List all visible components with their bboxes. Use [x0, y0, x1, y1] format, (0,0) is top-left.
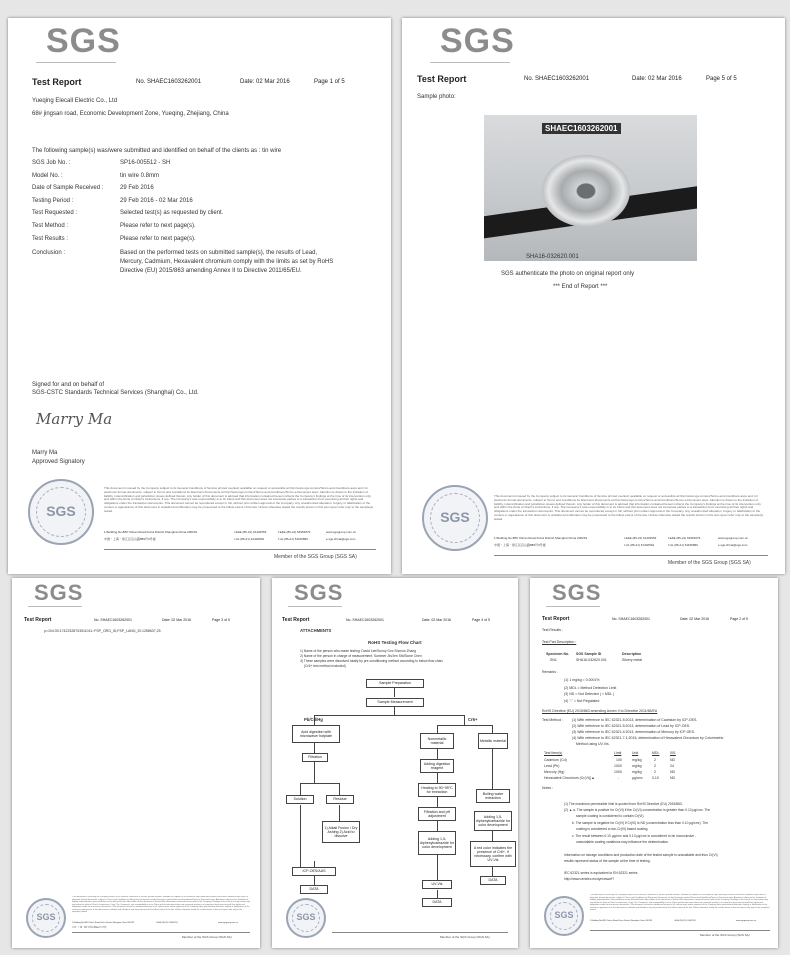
sgs-testing-service-seal-icon [286, 898, 326, 938]
page-number: Page 1 of 5 [314, 79, 345, 85]
report-number: No. SHAEC1603262001 [136, 79, 202, 85]
remark-line: (2) MDL = Method Detection Limit [564, 686, 617, 690]
phone: t E&E (86-21) 61402553 [234, 530, 267, 534]
page-number: Page 4 of 5 [472, 618, 490, 622]
note-line: unavoidable coating variations may influence the determination. [576, 840, 669, 844]
flow-step-solution: Solution [286, 795, 314, 804]
fax-2: f HL (86-21) 61156899 [668, 543, 698, 547]
result-cell: 2 [654, 764, 656, 768]
footer-rule [332, 932, 508, 933]
client-name: Yueqing Elecall Electric Co., Ltd [32, 98, 118, 104]
system-code: p=104:30:17422328703511011::FSP_ORG_ID,FSP_LANG_ID:1258637,25 [44, 629, 161, 633]
signatory-name: Marry Ma [32, 450, 58, 456]
connector [314, 875, 315, 885]
address-line: 1 Building,No.889 Yishan Road,Xuhui District,Shanghai China 200233 [72, 922, 135, 924]
report-date: Date: 02 Mar 2016 [422, 618, 451, 622]
flow-step-alkali-fusion: 1) Alkali Fusion / Dry Ashing 2) Acid to dissolve [322, 821, 360, 843]
iec-line: http://www.cenelec.eu/dyn/www/f? [564, 877, 615, 881]
spec-cell: SHA16-032620.001 [576, 658, 607, 662]
logo-rule [546, 606, 600, 607]
field-label: Test Requested : [32, 210, 78, 216]
report-title: Test Report [417, 74, 467, 84]
flow-step-data-3: DATA [480, 876, 506, 885]
report-page-3 [12, 578, 260, 948]
connector [492, 749, 493, 789]
report-date: Date: 02 Mar 2016 [162, 618, 191, 622]
sgs-logo: SGS [294, 580, 344, 605]
address-cn: 中国・上海・徐汇区宜山路889号3号楼 [72, 927, 107, 929]
report-title: Test Report [542, 616, 570, 622]
connector [314, 715, 464, 716]
client-address: 68# jingsan road, Economic Development Zone, Yueqing, Zhejiang, China [32, 111, 229, 117]
connector [339, 805, 340, 821]
seal-logo: SGS [440, 509, 470, 525]
result-cell: 1000 [614, 764, 622, 768]
result-header: MDL [652, 751, 660, 755]
end-of-report: *** End of Report *** [553, 284, 608, 290]
report-page-2 [530, 578, 778, 948]
remarks-label: Remarks : [542, 670, 558, 674]
fax: f E&E (86-21) 64953679 [668, 536, 701, 540]
flow-step-filtration: Filtration [302, 753, 328, 762]
flow-step-nonmetallic: Nonmetallic material [420, 733, 454, 749]
flow-branch-cr6: Cr6+ [468, 717, 478, 722]
method-line: (3) With reference to IEC 62321-4:2013, determination of Mercury by ICP-OES. [572, 730, 695, 734]
sgs-testing-service-seal-icon [28, 479, 94, 545]
sgs-logo: SGS [552, 580, 602, 605]
photo-sample-label: SHAEC1603262001 [542, 123, 621, 134]
field-label: Testing Period : [32, 198, 74, 204]
remark-line: (4) "-" = Not Regulated [564, 699, 600, 703]
flow-step-digestion-reagent: Adding digestion reagent [420, 759, 454, 773]
member-line: Member of the SGS Group (SGS SA) [274, 554, 357, 560]
address-cn: 中国・上海・徐汇区宜山路889号3号楼 [104, 537, 156, 541]
sgs-testing-service-seal-icon [544, 896, 584, 936]
flow-note: 3) These samples were dissolved totally by pre-conditioning method according to below flow chart. [300, 659, 444, 663]
field-value: SP16-005512 - SH [120, 160, 171, 166]
field-value: Please refer to next page(s). [120, 236, 196, 242]
field-label: Date of Sample Received : [32, 185, 104, 191]
page-number: Page 2 of 5 [730, 617, 748, 621]
info-line: Information on storage conditions and production date of the tested sample is unavailable and thus Cr(VI) [564, 853, 718, 857]
email: e sgs.china@sgs.com [718, 543, 748, 547]
address-line: 1 Building,No.889 Yishan Road,Xuhui District,Shanghai China 200233 [590, 920, 653, 922]
flow-step-icp-oes: ICP-OES/AAS [292, 867, 336, 876]
member-line: Member of the SGS Group (SGS SA) [440, 935, 490, 939]
phone-2: t HL (86-21) 61402594 [624, 543, 655, 547]
phone: t E&E (86-21) 61402553 [624, 536, 657, 540]
signed-on-behalf: Signed for and on behalf of [32, 382, 105, 388]
member-line: Member of the SGS Group (SGS SA) [182, 935, 232, 939]
test-part-description: Test Part Description : [542, 640, 577, 644]
footer-rule [494, 555, 768, 556]
seal-logo: SGS [36, 912, 56, 922]
flow-note: 2) Name of the person in charge of measurement: Summer Jin/Jen Shi/Stone Chen [300, 654, 422, 658]
flow-step-acid-digestion: Acid digestion with microwave/ hotplate [292, 725, 340, 743]
connector [394, 707, 395, 715]
conclusion-line: Directive (EU) 2015/863 amending Annex II to Directive 2011/65/EU. [120, 268, 302, 274]
method-line: (2) With reference to IEC 62321-5:2013, determination of Lead by ICP-OES. [572, 724, 691, 728]
website: www.sgsgroup.com.cn [326, 530, 357, 534]
report-number: No. SHAEC1603262001 [346, 618, 384, 622]
connector [314, 743, 315, 783]
field-label: Test Results : [32, 236, 69, 242]
disclaimer: This document is issued by the Company subject to its General Conditions of Service printed overleaf, available on request or accessible at http://www.sgs.com/en/Terms-and-Conditions.aspx and, for electronic format documents, subject to Terms and Conditions for Electronic Documents at http://www.sgs.com/en/Terms-and-Conditions/Terms-e-Document.aspx. Attention is drawn to the limitation of liability, indemnification and jurisdiction issues defined therein. Any holder of this document is advised that information contained hereon reflects the Company's findings at the time of its intervention only and within the limits of Client's instructions, if any. The Company's sole responsibility is to its Client and this document does not exonerate parties to a transaction from exercising all their rights and obligations under the transaction documents. This document cannot be reproduced except in full, without prior written approval of the Company. Any unauthorized alteration, forgery or falsification of the content or appearance of this document is unlawful and offenders may be prosecuted to the fullest extent of the law. Unless otherwise stated the results shown in this test report refer only to the sample(s) tested. [72, 896, 250, 913]
disclaimer: This document is issued by the Company subject to its General Conditions of Service printed overleaf, available on request or accessible at http://www.sgs.com/en/Terms-and-Conditions.aspx and, for electronic format documents, subject to Terms and Conditions for Electronic Documents at http://www.sgs.com/en/Terms-and-Conditions/Terms-e-Document.aspx. Attention is drawn to the limitation of liability, indemnification and jurisdiction issues defined therein. Any holder of this document is advised that information contained hereon reflects the Company's findings at the time of its intervention only and within the limits of Client's instructions, if any. The Company's sole responsibility is to its Client and this document does not exonerate parties to a transaction from exercising all their rights and obligations under the transaction documents. This document cannot be reproduced except in full, without prior written approval of the Company. Any unauthorized alteration, forgery or falsification of the content or appearance of this document is unlawful and offenders may be prosecuted to the fullest extent of the law. Unless otherwise stated the results shown in this test report refer only to the sample(s) tested. [104, 487, 374, 513]
result-header: Limit [614, 751, 622, 755]
footer-rule [104, 549, 376, 550]
connector [300, 805, 301, 867]
sgs-logo: SGS [46, 22, 121, 60]
result-cell: 100 [616, 758, 622, 762]
address-line: 1 Building,No.889 Yishan Road,Xuhui District,Shanghai China 200233 [104, 530, 198, 534]
flow-note: 1) Name of the person who made testing: David Lee/Sunny Gnc Shonon Zhang [300, 649, 417, 653]
spec-header: Description [622, 652, 642, 656]
footer-rule [590, 930, 770, 931]
page-number: Page 5 of 5 [706, 76, 737, 82]
result-cell: - [618, 776, 620, 780]
result-cell: ND [670, 776, 676, 780]
spec-header: SGS Sample ID [576, 652, 602, 656]
result-cell: mg/kg [632, 758, 642, 762]
page-number: Page 3 of 5 [212, 618, 230, 622]
flow-step-filtration-ph: Filtration and pH adjustment [418, 807, 456, 821]
email: e sgs.china@sgs.com [326, 537, 356, 541]
note-line: b. The sample is negative for Cr(VI) if Cr(VI) is ND (concentration less than 0.10 µg/cm²). The [572, 821, 709, 825]
report-number: No. SHAEC1603262001 [612, 617, 650, 621]
flow-step-data: DATA [300, 885, 328, 894]
note-line: (2) ▲ a. The sample is positive for Cr(VI) if the Cr(VI) concentration is greater than 0.13 µg/cm². The [564, 808, 711, 812]
seal-logo: SGS [554, 910, 574, 920]
sgs-logo: SGS [440, 22, 515, 60]
field-label: SGS Job No. : [32, 160, 71, 166]
connector [437, 725, 438, 733]
member-line: Member of the SGS Group (SGS SA) [700, 933, 750, 937]
website: www.sgsgroup.com.cn [718, 536, 749, 540]
spec-cell: Silvery metal [622, 658, 643, 662]
signatory-title: Approved Signatory [32, 459, 85, 465]
phone: t E&E (86-21) 61402553 [674, 920, 696, 922]
remark-line: (3) ND = Not Detected ( < MDL ) [564, 692, 615, 696]
result-cell: 2 [654, 770, 656, 774]
signed-company: SGS-CSTC Standards Technical Services (Shanghai) Co., Ltd. [32, 390, 199, 396]
flow-chart-title: RoHS Testing Flow Chart [368, 640, 422, 645]
remark-line: (1) 1 mg/kg = 0.0001% [564, 678, 600, 682]
result-cell: Mercury (Hg) [544, 770, 565, 774]
conclusion-line: Based on the performed tests on submitted sample(s), the results of Lead, [120, 250, 318, 256]
note-line: (1) The maximum permissible limit is quoted from RoHS Directive (EU) 2015/863. [564, 802, 683, 806]
logo-rule [430, 62, 510, 63]
result-cell: 1000 [614, 770, 622, 774]
method-line: (4) With reference to IEC 62321-7-1:2015, determination of Hexavalent Chromium by Colorimetric [572, 736, 724, 740]
flow-step-diphenylcarbazide-2: Adding 1,5-diphenylcarbazide for color development [474, 811, 512, 831]
note-line: c. The result between 0.10 µg/cm² and 0.13 µg/cm² is considered to be inconclusive - [572, 834, 697, 838]
result-cell: ND [670, 770, 676, 774]
sample-photo [484, 115, 697, 261]
result-cell: 24 [670, 764, 674, 768]
seal-logo: SGS [296, 912, 316, 922]
logo-rule [28, 606, 82, 607]
result-cell: 2 [654, 758, 656, 762]
flow-step-residue: Residue [326, 795, 354, 804]
report-title: Test Report [24, 617, 52, 623]
result-header: Unit [632, 751, 639, 755]
field-value: tin wire 0.8mm [120, 173, 160, 179]
report-page-5 [402, 18, 785, 574]
field-value: Please refer to next page(s). [120, 223, 196, 229]
method-line: (1) With reference to IEC 62321-5:2013, determination of Cadmium by ICP-OES. [572, 718, 698, 722]
connector [300, 783, 301, 795]
info-line: results represent status of the sample at the time of testing. [564, 859, 651, 863]
result-cell: Lead (Pb) [544, 764, 560, 768]
website: www.sgsgroup.com.cn [736, 920, 757, 922]
sgs-testing-service-seal-icon [26, 898, 66, 938]
result-cell: ND [670, 758, 676, 762]
seal-logo: SGS [46, 503, 76, 519]
flow-branch-pbcdhg: Pb/Cd/Hg [304, 717, 323, 722]
result-header: Test Item(s) [544, 751, 563, 755]
result-header: 001 [670, 751, 676, 755]
rohs-heading: RoHS Directive (EU) 2015/863 amending Annex II to Directive 2011/65/EU [542, 709, 658, 713]
method-line: Method using UV-Vis. [576, 742, 610, 746]
report-date: Date: 02 Mar 2016 [632, 76, 682, 82]
field-value: 29 Feb 2016 - 02 Mar 2016 [120, 198, 193, 204]
sgs-logo: SGS [34, 580, 84, 605]
logo-rule [288, 606, 342, 607]
report-title: Test Report [282, 617, 310, 623]
flow-step-boiling-water: Boiling water extraction [476, 789, 510, 803]
spec-cell: SN1 [550, 658, 557, 662]
connector [464, 715, 465, 725]
field-value: 29 Feb 2016 [120, 185, 154, 191]
address-cn: 中国・上海・徐汇区宜山路889号3号楼 [494, 543, 546, 547]
report-date: Date: 02 Mar 2016 [680, 617, 709, 621]
test-results-heading: Test Results : [542, 628, 564, 632]
flow-note: (Cr6+ test method excluded) [304, 664, 346, 668]
flow-step-heating: Heating to 90~95°C for extraction [418, 783, 456, 797]
note-line: coating is considered a non-Cr(VI) based coating. [576, 827, 649, 831]
attachments-heading: ATTACHMENTS [300, 628, 332, 633]
disclaimer: This document is issued by the Company subject to its General Conditions of Service printed overleaf, available on request or accessible at http://www.sgs.com/en/Terms-and-Conditions.aspx and, for electronic format documents, subject to Terms and Conditions for Electronic Documents at http://www.sgs.com/en/Terms-and-Conditions/Terms-e-Document.aspx. Attention is drawn to the limitation of liability, indemnification and jurisdiction issues defined therein. Any holder of this document is advised that information contained hereon reflects the Company's findings at the time of its intervention only and within the limits of Client's instructions, if any. The Company's sole responsibility is to its Client and this document does not exonerate parties to a transaction from exercising all their rights and obligations under the transaction documents. This document cannot be reproduced except in full, without prior written approval of the Company. Any unauthorized alteration, forgery or falsification of the content or appearance of this document is unlawful and offenders may be prosecuted to the fullest extent of the law. Unless otherwise stated the results shown in this test report refer only to the sample(s) tested. [590, 894, 770, 911]
logo-rule [36, 62, 116, 63]
flow-step-sample-measurement: Sample Measurement [366, 698, 424, 707]
result-cell: Hexavalent Chromium (Cr(VI))▲ [544, 776, 595, 780]
connector [492, 725, 493, 733]
result-cell: µg/cm² [632, 776, 643, 780]
connector [339, 783, 340, 795]
sample-photo-label: Sample photo: [417, 94, 456, 100]
notes-label: Notes : [542, 786, 554, 790]
flow-step-uv-vis: UV-Vis [422, 880, 452, 889]
report-number: No. SHAEC1603262001 [94, 618, 132, 622]
report-number: No. SHAEC1603262001 [524, 76, 590, 82]
photo-caption: SHA16-032620.001 [526, 254, 579, 260]
solder-wire-coil-icon [542, 155, 630, 227]
phone-2: t HL (86-21) 61402594 [234, 537, 265, 541]
report-page-4 [272, 578, 518, 948]
phone: t E&E (86-21) 61402553 [156, 922, 178, 924]
note-line: sample coating is considered to contain Cr(VI). [576, 814, 645, 818]
signature: Marry Ma [36, 410, 113, 428]
report-page-1 [8, 18, 391, 574]
connector [492, 866, 493, 876]
test-method-label: Test Method : [542, 718, 564, 722]
flow-step-metallic: Metallic material [478, 733, 508, 749]
connector [300, 783, 340, 784]
sgs-testing-service-seal-icon [422, 485, 488, 551]
connector [437, 725, 493, 726]
result-cell: mg/kg [632, 770, 642, 774]
sample-intro: The following sample(s) was/were submitted and identified on behalf of the clients as : tin wire [32, 148, 282, 154]
fax-2: f HL (86-21) 61156899 [278, 537, 308, 541]
member-line: Member of the SGS Group (SGS SA) [668, 560, 751, 566]
fax: f E&E (86-21) 64953679 [278, 530, 311, 534]
field-label: Test Method : [32, 223, 69, 229]
result-cell: Cadmium (Cd) [544, 758, 567, 762]
report-title: Test Report [32, 77, 82, 87]
field-value: Selected test(s) as requested by client. [120, 210, 224, 216]
website: www.sgsgroup.com.cn [218, 922, 239, 924]
iec-line: IEC 62321 series is equivalent to EN 62321 series [564, 871, 638, 875]
address-line: 1 Building,No.889 Yishan Road,Xuhui District,Shanghai China 200233 [494, 536, 588, 540]
disclaimer: This document is issued by the Company subject to its General Conditions of Service printed overleaf, available on request or accessible at http://www.sgs.com/en/Terms-and-Conditions.aspx and, for electronic format documents, subject to Terms and Conditions for Electronic Documents at http://www.sgs.com/en/Terms-and-Conditions/Terms-e-Document.aspx. Attention is drawn to the limitation of liability, indemnification and jurisdiction issues defined therein. Any holder of this document is advised that information contained hereon reflects the Company's findings at the time of its intervention only and within the limits of Client's instructions, if any. The Company's sole responsibility is to its Client and this document does not exonerate parties to a transaction from exercising all their rights and obligations under the transaction documents. This document cannot be reproduced except in full, without prior written approval of the Company. Any unauthorized alteration, forgery or falsification of the content or appearance of this document is unlawful and offenders may be prosecuted to the fullest extent of the law. Unless otherwise stated the results shown in this test report refer only to the sample(s) tested. [494, 495, 764, 521]
flow-step-data-2: DATA [422, 898, 452, 907]
conclusion-label: Conclusion : [32, 250, 66, 256]
spec-header: Specimen No. [546, 652, 570, 656]
photo-authenticate-note: SGS authenticate the photo on original report only [501, 271, 635, 277]
flow-step-diphenylcarbazide-1: Adding 1,5-diphenylcarbazide for color development [418, 831, 456, 855]
field-label: Model No. : [32, 173, 63, 179]
flow-step-red-color: A red color indicates the presence of Cr6+, if necessary, confirm with UV-Vis [470, 841, 516, 867]
footer-rule [72, 932, 250, 933]
result-cell: 0.10 [652, 776, 659, 780]
result-cell: mg/kg [632, 764, 642, 768]
connector [394, 687, 395, 697]
report-date: Date: 02 Mar 2016 [240, 79, 290, 85]
flow-step-sample-preparation: Sample Preparation [366, 679, 424, 688]
conclusion-line: Mercury, Cadmium, Hexavalent chromium comply with the limits as set by RoHS [120, 259, 334, 265]
